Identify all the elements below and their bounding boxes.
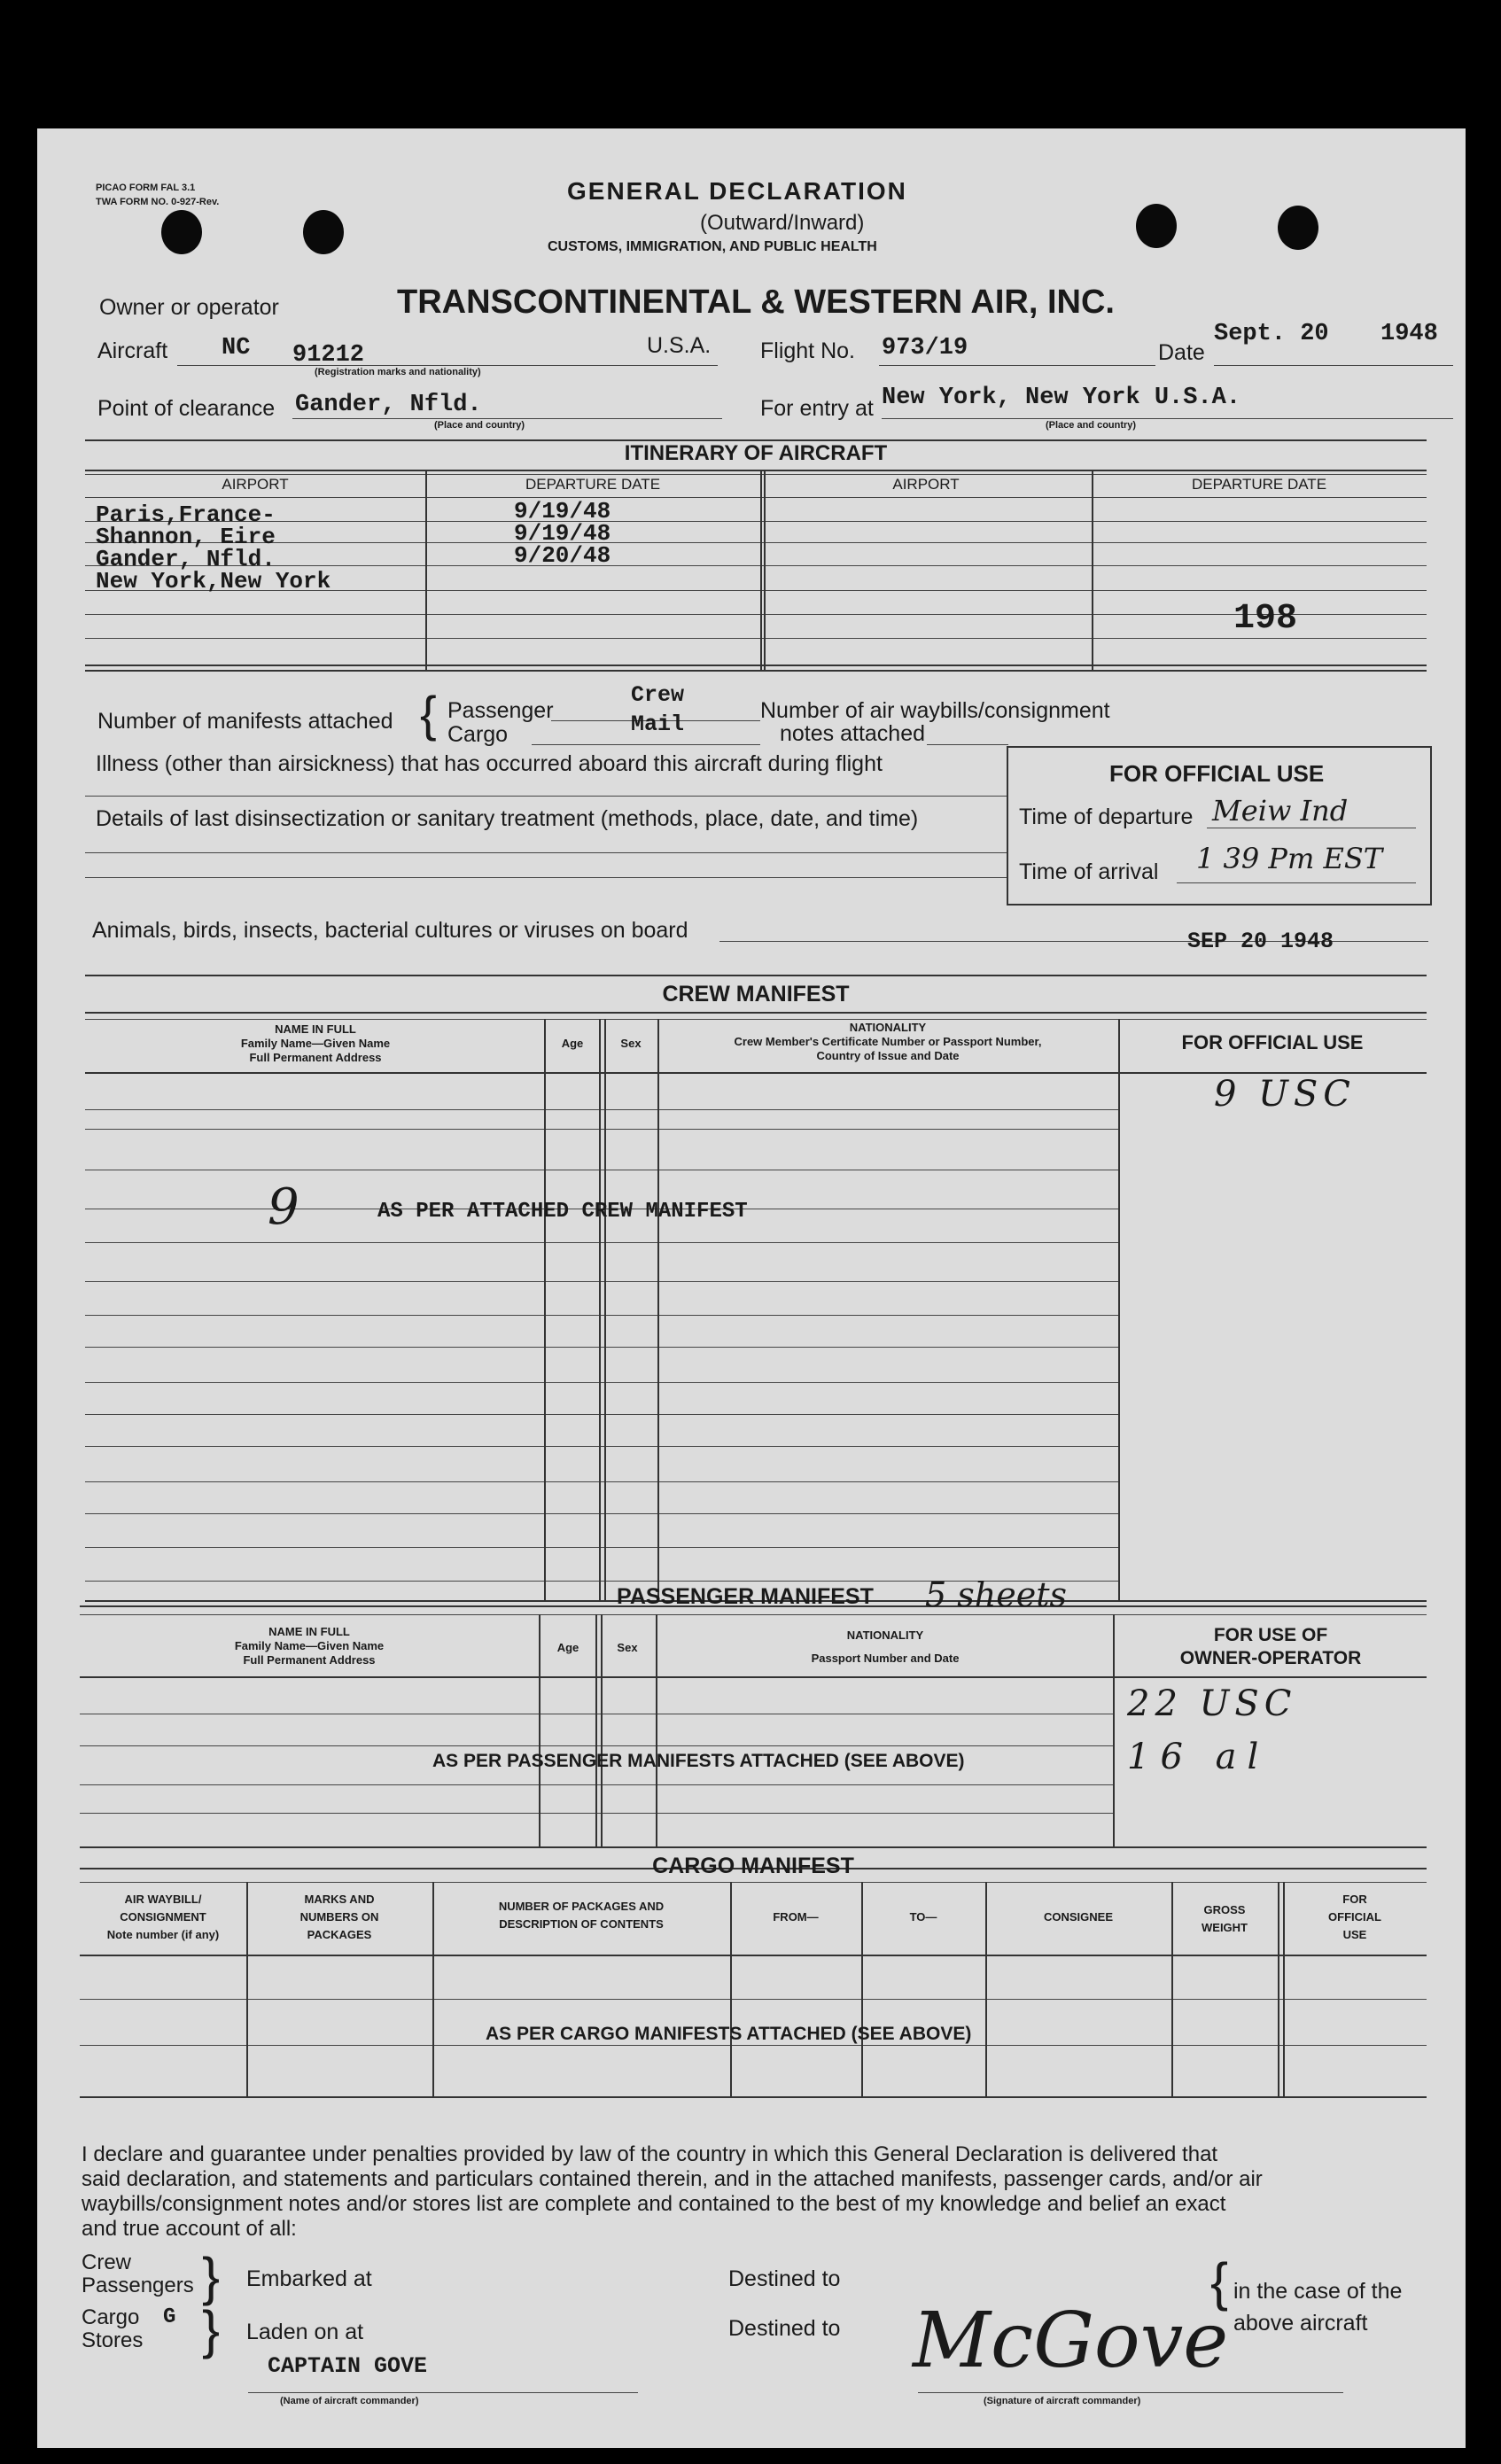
declaration-passengers: Passengers [82,2274,194,2297]
cargo-header-official: USE [1342,1928,1367,1941]
itinerary-stamp: 198 [1233,599,1298,639]
cargo-header-gross: GROSS [1203,1903,1246,1916]
cargo-header-gross: WEIGHT [1202,1921,1248,1934]
destined-label: Destined to [728,2266,841,2291]
brace: { [1210,2252,1229,2312]
clearance-value: Gander, Nfld. [295,392,482,418]
cargo-header-waybill: AIR WAYBILL/ [124,1893,202,1906]
crew-header-official: FOR OFFICIAL USE [1181,1031,1364,1053]
itinerary-date: 9/19/48 [514,520,611,547]
passenger-header-age: Age [556,1641,579,1654]
crew-header-nationality: Country of Issue and Date [816,1049,960,1062]
passenger-header-nationality: Passport Number and Date [811,1652,960,1665]
cargo-header-waybill: CONSIGNMENT [120,1910,206,1924]
cargo-header-consignee: CONSIGNEE [1043,1910,1113,1924]
crew-header-name: Full Permanent Address [249,1051,382,1064]
passenger-use: 16 al [1127,1737,1270,1777]
crew-count: 9 [268,1178,299,1236]
aircraft-caption: (Registration marks and nationality) [315,367,481,377]
date-value: Sept. 20 [1214,321,1329,347]
itinerary-date: 9/19/48 [514,498,611,525]
passenger-header-sex: Sex [617,1641,638,1654]
cargo-header-waybill: Note number (if any) [106,1928,220,1941]
entry-caption: (Place and country) [1046,420,1137,431]
cargo-label: Cargo [447,722,509,747]
crew-note: AS PER ATTACHED CREW MANIFEST [377,1200,748,1224]
punch-hole [1278,206,1318,250]
commander-name: CAPTAIN GOVE [268,2353,428,2379]
flight-number: 973/19 [882,335,968,361]
crew-header-age: Age [561,1037,584,1050]
entry-label: For entry at [760,396,874,421]
itinerary-title: ITINERARY OF AIRCRAFT [624,441,888,465]
operator-name: TRANSCONTINENTAL & WESTERN AIR, INC. [397,284,1115,321]
declaration-stores: Stores [82,2328,144,2352]
punch-hole [1136,204,1177,248]
crew-header-nationality: NATIONALITY [849,1021,927,1034]
passenger-header-owner: OWNER-OPERATOR [1179,1648,1362,1668]
itinerary-header: AIRPORT [892,476,960,493]
passenger-note: AS PER PASSENGER MANIFESTS ATTACHED (SEE ABOVE) [432,1751,965,1771]
waybills-label: notes attached [780,721,926,746]
passenger-label: Passenger [447,698,554,723]
punch-hole [303,210,344,254]
declaration-crew: Crew [82,2250,132,2274]
crew-title: CREW MANIFEST [662,982,850,1007]
passenger-value: Crew [631,682,685,708]
embarked-label: Embarked at [246,2266,372,2291]
illness-label: Illness (other than airsickness) that has occurred aboard this aircraft during flight [96,751,883,776]
itinerary-airport: Shannon, Eire [96,524,276,550]
disinsect-label: Details of last disinsectization or sanitary treatment (methods, place, date, and time) [96,806,919,831]
cargo-header-to: TO— [909,1910,937,1924]
passenger-header-name: Family Name—Given Name [234,1639,385,1652]
form-code: PICAO FORM FAL 3.1 [96,183,196,193]
brace: } [202,2300,221,2359]
crew-header-name: NAME IN FULL [275,1022,356,1036]
passenger-sheets: 5 sheets [925,1575,1067,1614]
passenger-header-name: NAME IN FULL [268,1625,350,1638]
aircraft-number: 91212 [292,342,365,369]
declaration-cargo-mark: G [163,2305,176,2329]
aircraft-prefix: NC [222,335,251,361]
cargo-header-official: OFFICIAL [1328,1910,1381,1924]
crew-header-nationality: Crew Member's Certificate Number or Passport Number, [734,1035,1042,1048]
direction: (Outward/Inward) [700,211,865,235]
cargo-header-marks: NUMBERS ON [299,1910,379,1924]
passenger-title: PASSENGER MANIFEST [617,1584,874,1609]
aircraft-label: Aircraft [97,338,168,363]
passenger-header-name: Full Permanent Address [243,1653,376,1667]
departure-value: Meiw Ind [1212,794,1349,828]
punch-hole [161,210,202,254]
cargo-header-official: FOR [1342,1893,1367,1906]
cargo-value: Mail [631,711,685,737]
declaration-text: waybills/consignment notes and/or stores list are complete and contained to the best of my knowledge and belief an exact [82,2192,1226,2216]
commander-caption: (Name of aircraft commander) [280,2396,419,2406]
brace: { [420,686,437,742]
cargo-header-number: DESCRIPTION OF CONTENTS [499,1917,664,1931]
official-stamp: SEP 20 1948 [1187,929,1334,954]
signature-caption: (Signature of aircraft commander) [984,2396,1141,2406]
declaration-text: and true account of all: [82,2217,297,2241]
aircraft-country: U.S.A. [647,333,712,358]
itinerary-date: 9/20/48 [514,542,611,569]
brace: } [202,2247,221,2306]
case-label: above aircraft [1233,2311,1368,2336]
manifests-label: Number of manifests attached [97,709,393,734]
itinerary-header: DEPARTURE DATE [1191,476,1327,493]
flight-label: Flight No. [760,338,855,363]
commander-signature: McGove [913,2297,1229,2385]
date-year: 1948 [1380,321,1438,347]
destined-label: Destined to [728,2316,841,2341]
crew-header-sex: Sex [620,1037,642,1050]
itinerary-airport: Paris,France- [96,501,276,528]
cargo-header-marks: PACKAGES [307,1928,372,1941]
crew-official-note: 9 USC [1214,1074,1356,1115]
case-label: in the case of the [1233,2279,1403,2304]
date-label: Date [1158,340,1205,365]
passenger-header-owner: FOR USE OF [1213,1625,1328,1645]
clearance-label: Point of clearance [97,396,276,421]
official-title: FOR OFFICIAL USE [1109,760,1325,787]
itinerary-airport: Gander, Nfld. [96,546,276,572]
declaration-cargo: Cargo [82,2305,140,2329]
itinerary-header: DEPARTURE DATE [525,476,661,493]
declaration-text: I declare and guarantee under penalties provided by law of the country in which this General Declaration is delivered that [82,2142,1218,2166]
cargo-title: CARGO MANIFEST [652,1854,854,1878]
arrival-value: 1 39 Pm EST [1196,842,1383,875]
entry-value: New York, New York U.S.A. [882,385,1241,411]
laden-label: Laden on at [246,2320,364,2344]
crew-header-name: Family Name—Given Name [240,1037,391,1050]
cargo-note: AS PER CARGO MANIFESTS ATTACHED (SEE ABOVE) [486,2024,972,2044]
cargo-header-number: NUMBER OF PACKAGES AND [498,1900,665,1913]
waybills-label: Number of air waybills/consignment [760,698,1110,723]
operator-label: Owner or operator [99,295,279,320]
cargo-header-from: FROM— [773,1910,819,1924]
clearance-caption: (Place and country) [434,420,525,431]
departure-label: Time of departure [1019,804,1194,829]
page-title: GENERAL DECLARATION [567,177,907,205]
passenger-header-nationality: NATIONALITY [846,1628,924,1642]
subtitle: CUSTOMS, IMMIGRATION, AND PUBLIC HEALTH [548,239,877,254]
cargo-header-marks: MARKS AND [304,1893,375,1906]
passenger-use: 22 USC [1127,1683,1297,1724]
itinerary-airport: New York,New York [96,568,331,595]
itinerary-header: AIRPORT [222,476,289,493]
animals-label: Animals, birds, insects, bacterial cultures or viruses on board [92,918,688,943]
form-code: TWA FORM NO. 0-927-Rev. [96,197,220,207]
arrival-label: Time of arrival [1019,859,1159,884]
declaration-text: said declaration, and statements and particulars contained therein, and in the attached manifests, passenger cards, and/or air [82,2167,1263,2191]
